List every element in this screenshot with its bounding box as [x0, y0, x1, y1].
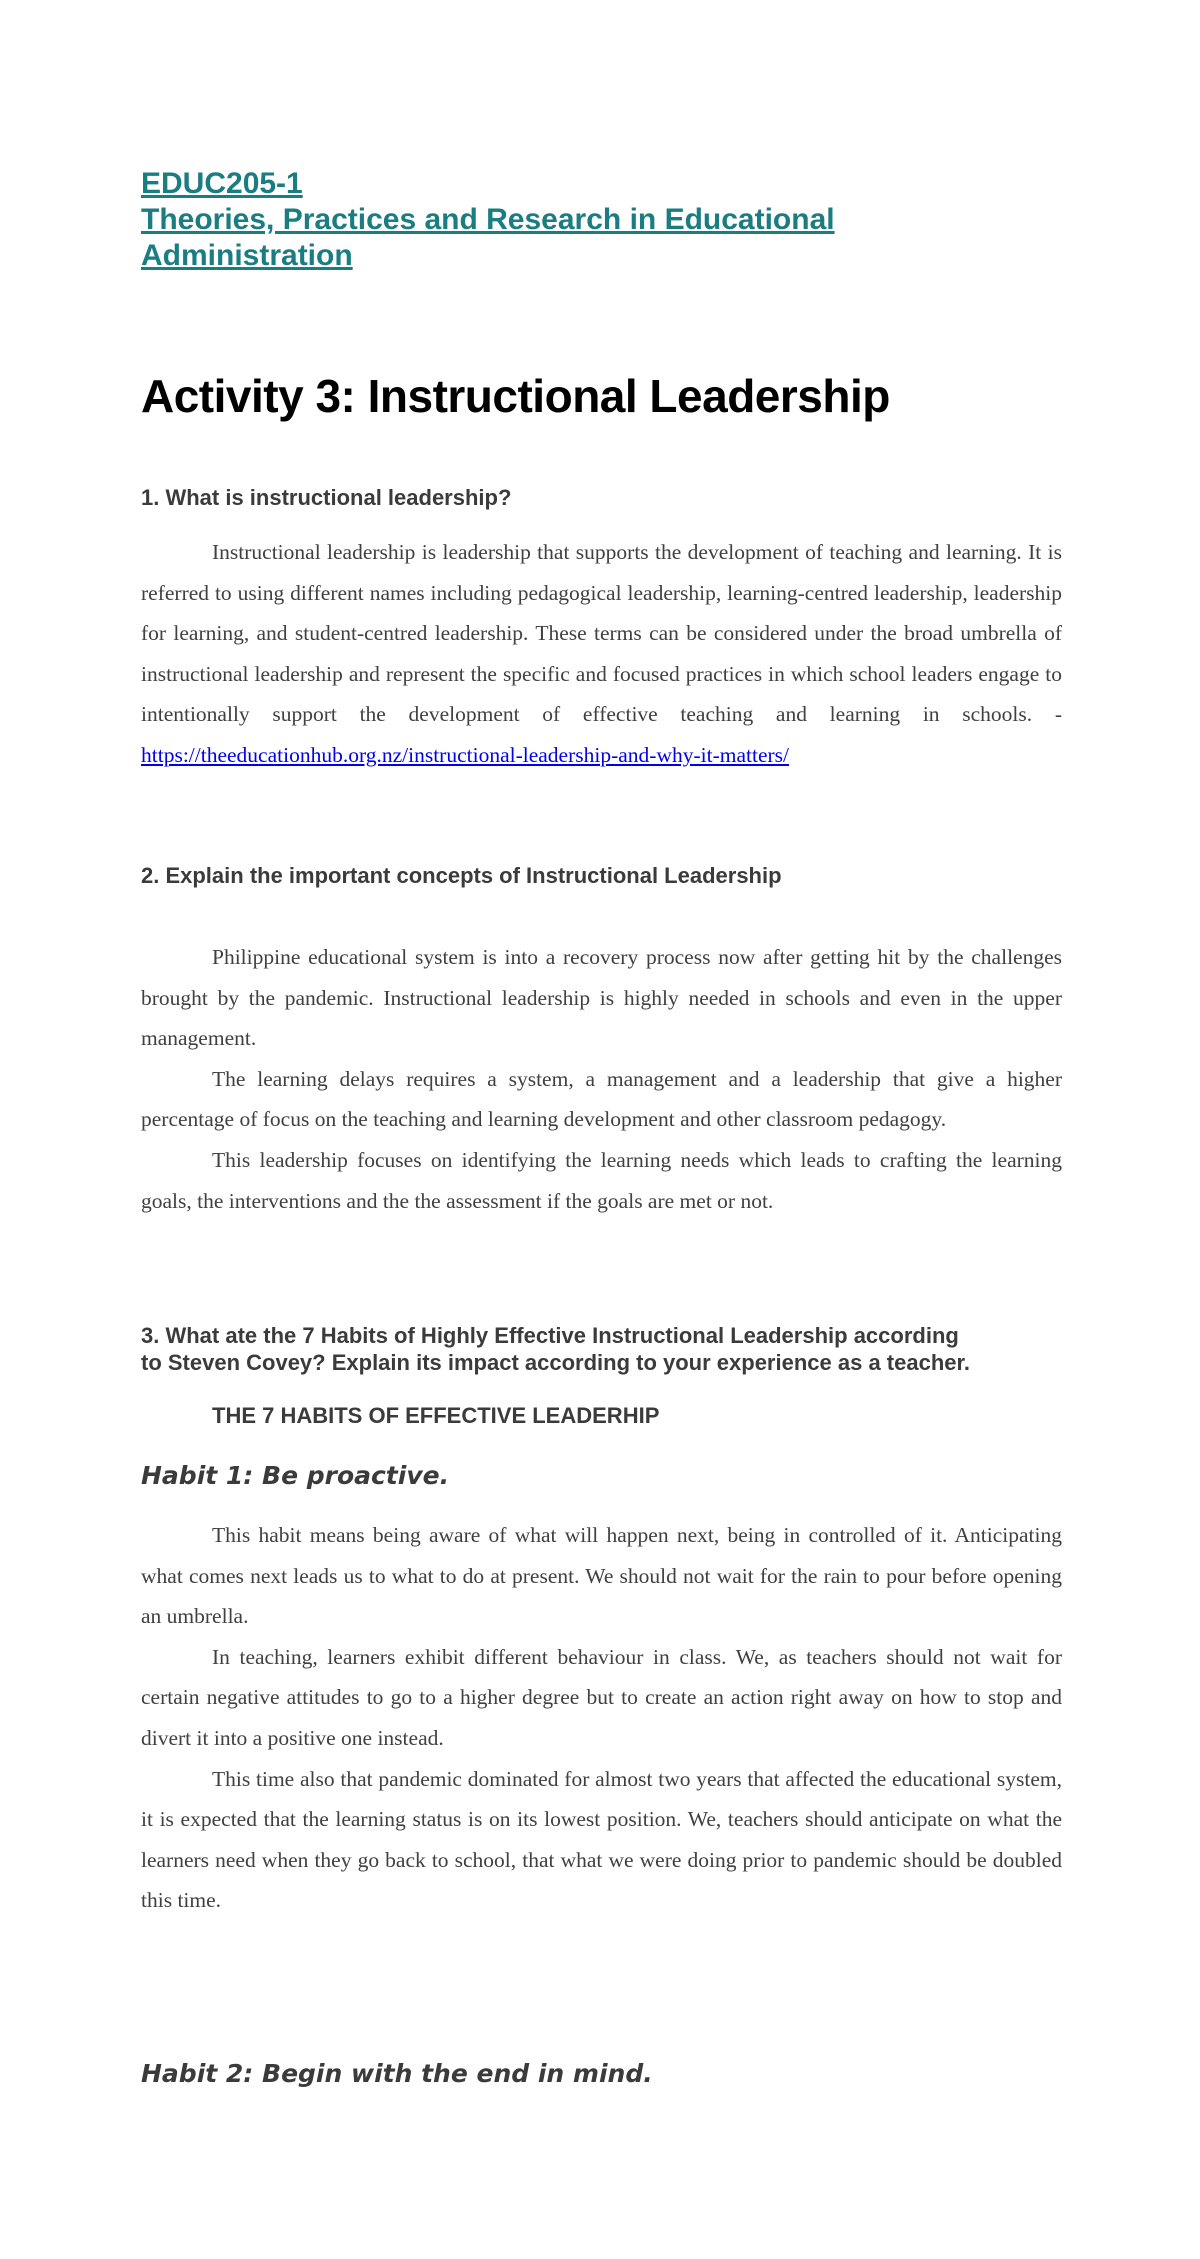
- question-2-paragraph-3: This leadership focuses on identifying the learning needs which leads to crafting the learning goals, the interventions and the the assessment if the goals are met or not.: [141, 1147, 1062, 1213]
- question-1-answer-text: Instructional leadership is leadership that supports the development of teaching and learning. It is referred to using different names including pedagogical leadership, learning-centred leadership, leadership for learning, and student-centred leadership. These terms can be considered under the broad umbrella of instructional leadership and represent the specific and focused practices in which school leaders engage to intentionally support the development of effective teaching and learning in schools. -: [141, 540, 1062, 727]
- question-1-answer: [141, 532, 1062, 776]
- course-header: [141, 166, 1101, 274]
- question-3-heading-line1: 3. What ate the 7 Habits of Highly Effective Instructional Leadership according: [141, 1323, 959, 1348]
- question-3-heading: [141, 1322, 1101, 1376]
- habit-1-paragraph-2: In teaching, learners exhibit different behaviour in class. We, as teachers should not wait for certain negative attitudes to go to a higher degree but to create an action right away on how to stop and divert it into a positive one instead.: [141, 1644, 1062, 1750]
- habit-1-title: Habit 1: Be proactive.: [141, 1461, 450, 1490]
- activity-title: Activity 3: Instructional Leadership: [141, 370, 890, 422]
- question-2-answer: [141, 937, 1062, 1221]
- course-title-line2: Administration: [141, 239, 353, 272]
- question-2-paragraph-1: Philippine educational system is into a recovery process now after getting hit by the challenges brought by the pandemic. Instructional leadership is highly needed in schools and even in the upper management.: [141, 945, 1062, 1051]
- seven-habits-subheading: THE 7 HABITS OF EFFECTIVE LEADERHIP: [212, 1403, 660, 1428]
- course-code: EDUC205-1: [141, 167, 303, 200]
- habit-1-paragraph-1: This habit means being aware of what will happen next, being in controlled of it. Anticipating what comes next leads us to what to do at present. We should not wait for the rain to pour before opening an umbrella.: [141, 1523, 1062, 1629]
- source-link[interactable]: https://theeducationhub.org.nz/instructional-leadership-and-why-it-matters/: [141, 742, 790, 767]
- habit-1-body: [141, 1515, 1062, 1921]
- question-2-heading: 2. Explain the important concepts of Instructional Leadership: [141, 863, 782, 888]
- habit-2-title: Habit 2: Begin with the end in mind.: [141, 2059, 653, 2088]
- course-title-line1: Theories, Practices and Research in Educational: [141, 203, 835, 236]
- question-3-heading-line2: to Steven Covey? Explain its impact according to your experience as a teacher.: [141, 1350, 970, 1375]
- question-2-paragraph-2: The learning delays requires a system, a management and a leadership that give a higher percentage of focus on the teaching and learning development and other classroom pedagogy.: [141, 1066, 1062, 1132]
- question-1-heading: 1. What is instructional leadership?: [141, 485, 512, 510]
- habit-1-paragraph-3: This time also that pandemic dominated for almost two years that affected the educational system, it is expected that the learning status is on its lowest position. We, teachers should anticipate on what the learners need when they go back to school, that what we were doing prior to pandemic should be doubled this time.: [141, 1766, 1062, 1913]
